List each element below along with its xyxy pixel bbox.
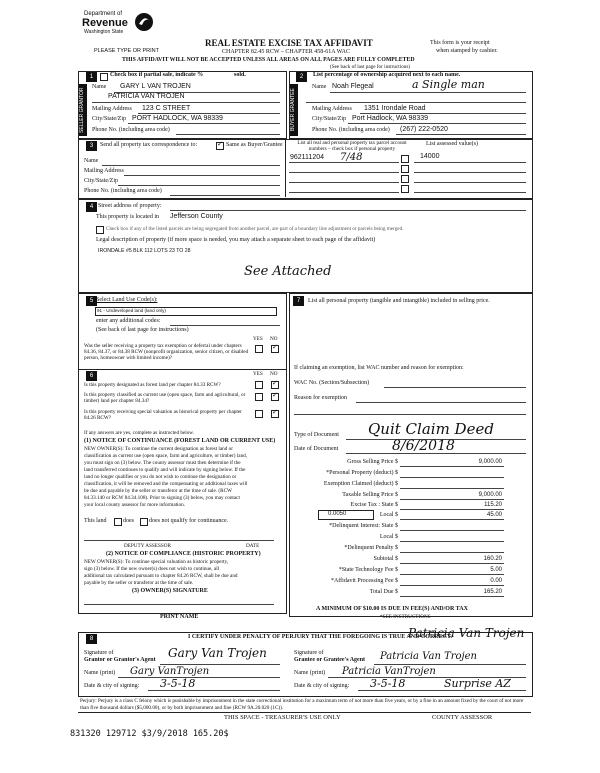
current-use-no-check: ✓ (272, 391, 278, 399)
section-8-badge: 8 (86, 634, 97, 644)
grantee-city: Surprise AZ (444, 677, 511, 690)
seller-city: PORT HADLOCK, WA 98339 (132, 115, 223, 122)
historic-no-check: ✓ (272, 408, 278, 416)
fee-label-penalty: *Delinquent Penalty $ (344, 545, 398, 551)
notice1-line-1: classification as current use (open space, farm and agriculture, or timber) land, (84, 453, 248, 459)
date-label: DATE (246, 543, 260, 549)
dor-logo (82, 11, 156, 45)
doc-date-handwritten: 8/6/2018 (392, 438, 455, 454)
this-land-label: This land (84, 518, 107, 524)
land-use-code: 91 - Undeveloped land (land only) (97, 308, 166, 313)
see-attached-handwritten: See Attached (244, 264, 332, 279)
correspondence-label: Send all property tax correspondence to: (100, 142, 198, 148)
fee-label-total: Total Due $ (369, 589, 398, 595)
s3-name-label: Name (84, 158, 99, 164)
wac-label: WAC No. (Section/Subsection) (294, 380, 370, 386)
notice1-line-4: land no longer qualifies or you do not wish to continue the designation or (84, 474, 237, 480)
personal-property-checkbox-1[interactable] (401, 155, 409, 163)
notice2-title: (2) NOTICE OF COMPLIANCE (HISTORIC PROPERTY) (106, 551, 261, 557)
s5-yes-header: YES (253, 336, 263, 342)
grantee-print-label: Name (print) (294, 670, 326, 676)
deputy-assessor-label: DEPUTY ASSESSOR (124, 543, 171, 549)
seller-name-label: Name (92, 84, 107, 90)
historic-question: Is this property receiving special valuation as historical property per chapter 84.26 RCW? (84, 409, 242, 421)
current-use-yes-checkbox[interactable] (255, 393, 263, 401)
fee-label-taxable: Taxable Selling Price $ (342, 492, 398, 498)
fee-value-processing: 0.00 (490, 578, 502, 584)
does-label: does (123, 518, 134, 524)
section-1-badge: 1 (86, 72, 97, 82)
buyer-city: Port Hadlock, WA 98339 (352, 115, 429, 122)
buyer-name-handwritten: a Single man (412, 78, 485, 91)
notice2-line-1: sign (3) below. If the new owner(s) does not wish to continue, all (84, 566, 220, 572)
buyer-city-label: City/State/Zip (312, 116, 346, 122)
s6-yes-header: YES (253, 371, 263, 377)
section-3-badge: 3 (86, 141, 97, 151)
assessed-header: List assessed value(s) (426, 141, 478, 147)
s5-no-header: NO (270, 336, 278, 342)
owner-signature-label: (3) OWNER(S) SIGNATURE (132, 588, 208, 594)
section-6-badge: 6 (86, 371, 97, 381)
fee-label-processing: *Affidavit Processing Fee $ (330, 578, 398, 584)
grantee-date: 3-5-18 (370, 677, 406, 690)
personal-property-label: List all personal property (tangible and intangible) included in selling price. (308, 298, 490, 304)
fee-label-subtotal: Subtotal $ (373, 556, 398, 562)
segregated-checkbox[interactable] (96, 226, 104, 234)
seller-city-label: City/State/Zip (92, 116, 126, 122)
section-2-badge: 2 (296, 72, 307, 82)
form-warning: THIS AFFIDAVIT WILL NOT BE ACCEPTED UNLESS ALL AREAS ON ALL PAGES ARE FULLY COMPLETED (122, 57, 415, 63)
form-title: REAL ESTATE EXCISE TAX AFFIDAVIT (205, 38, 373, 48)
forest-question: Is this property designated as forest land per chapter 84.33 RCW? (84, 382, 221, 388)
seller-phone-label: Phone No. (including area code) (92, 127, 170, 133)
fee-value-total: 165.20 (483, 589, 502, 595)
parcel-number: 962111204 (290, 154, 324, 161)
form-subtitle: CHAPTER 82.45 RCW – CHAPTER 458-61A WAC (222, 49, 350, 55)
assessed-value: 14000 (420, 153, 440, 160)
certify-signature: Patricia Van Trojen (408, 626, 525, 640)
minimum-note: A MINIMUM OF $10.00 IS DUE IN FEE(S) AND/OR TAX (316, 606, 468, 612)
does-checkbox[interactable] (114, 518, 122, 526)
seller-name-2: PATRICIA VAN TROJEN (108, 93, 185, 100)
grantee-sig-label-b: Grantee or Grantee's Agent (294, 657, 366, 663)
fee-label-excise-local: Local $ (379, 512, 398, 518)
logo-line1: Department of (84, 11, 123, 17)
see-instructions: *SEE INSTRUCTIONS (380, 614, 431, 620)
perjury-notice: Perjury: Perjury is a class C felony which is punishable by imprisonment in the state correctional institution for a maximum term of not more than five years, or by a fine in an amount fixed by the court of not more than five thousand dollars ($5,000.00), or by both imprisonment and fine (RCW 9A.20.020 (1C)). (80, 698, 524, 711)
grantor-date-label: Date & city of signing: (84, 683, 140, 689)
notice1-line-2: you must sign on (3) below. The county assessor must then determine if the (84, 460, 241, 466)
s3-phone-label: Phone No. (including area code) (84, 188, 162, 194)
certify-statement: I CERTIFY UNDER PENALTY OF PERJURY THAT THE FOREGOING IS TRUE AND CORRECT. (188, 634, 453, 640)
fee-value-excise-state: 115.20 (484, 502, 502, 508)
notice1-line-7: 84.33.140 or RCW 84.34.108). Prior to signing (3) below, you may contact (84, 495, 240, 501)
fee-label-personal: *Personal Property (deduct) $ (326, 470, 398, 476)
exemption-no-check: ✓ (272, 343, 278, 351)
grantor-print-label: Name (print) (84, 670, 116, 676)
exemption-yes-checkbox[interactable] (255, 345, 263, 353)
doc-date-label: Date of Document (294, 446, 339, 452)
notice1-line-3: land transferred continues to qualify and will indicate by signing below. If the (84, 467, 246, 473)
partial-sale-checkbox[interactable] (100, 73, 108, 81)
notice2-line-0: NEW OWNER(S): To continue special valuation as historic property, (84, 559, 229, 565)
print-name-label: PRINT NAME (160, 614, 199, 620)
buyer-phone: (267) 222-0520 (400, 126, 448, 133)
notice1-line-6: be due and payable by the seller or transferor at the time of sale. (RCW (84, 488, 232, 494)
s3-city-label: City/State/Zip (84, 178, 118, 184)
seller-mailing: 123 C STREET (142, 105, 191, 112)
doc-type-handwritten: Quit Claim Deed (368, 420, 494, 438)
personal-property-checkbox-4[interactable] (401, 185, 409, 193)
current-use-question: Is this property classified as current use (open space, farm and agricultural, or timber) land per chapter 84.34? (84, 392, 246, 404)
seller-name-1: GARY L VAN TROJEN (120, 83, 191, 90)
historic-yes-checkbox[interactable] (255, 410, 263, 418)
fee-value-excise-local: 45.00 (486, 512, 502, 518)
please-type: PLEASE TYPE OR PRINT (94, 48, 160, 54)
grantor-date: 3-5-18 (160, 677, 196, 690)
partial-sale-label: Check box if partial sale, indicate % (110, 72, 204, 78)
doc-type-label: Type of Document (294, 432, 339, 438)
fee-label-interest-local: Local $ (379, 534, 398, 540)
legal-description-label: Legal description of property (if more space is needed, you may attach a separate sheet to each page of the affidavit) (96, 237, 376, 243)
grantee-signature: Patricia Van Trojen (380, 651, 477, 662)
personal-property-checkbox-2[interactable] (401, 165, 409, 173)
seller-mailing-label: Mailing Address (92, 106, 132, 112)
additional-codes-label: enter any additional codes: (96, 318, 161, 324)
s3-mailing-label: Mailing Address (84, 168, 124, 174)
seller-side-label: SELLER GRANTOR (79, 84, 87, 136)
fee-label-gross: Gross Selling Price $ (347, 459, 398, 465)
local-rate: 0.0050 (328, 511, 347, 517)
treasurer-use-only: THIS SPACE - TREASURER'S USE ONLY (224, 714, 341, 721)
county: Jefferson County (170, 213, 223, 220)
section-4-badge: 4 (86, 202, 97, 212)
fee-value-gross: 9,000.00 (478, 459, 502, 465)
notice2-line-2: additional tax calculated pursuant to chapter 84.26 RCW, shall be due and (84, 573, 238, 579)
land-use-label: Select Land Use Code(s): (96, 297, 158, 303)
logo-line3: Washington State (84, 29, 124, 35)
parcel-handwritten: 7/48 (340, 152, 363, 163)
buyer-mailing: 1351 Irondale Road (364, 105, 426, 112)
segregated-label: Check box if any of the listed parcels are being segregated from another parcel, are part of a boundary line adjustment or parcels being merged. (106, 226, 404, 232)
s6-no-header: NO (270, 371, 278, 377)
section-7-badge: 7 (293, 296, 304, 306)
grantee-print-name: Patricia VanTrojen (342, 666, 436, 677)
buyer-mailing-label: Mailing Address (312, 106, 352, 112)
see-back-note: (See back of last page for instructions) (330, 64, 411, 70)
sold-label: sold. (234, 72, 246, 78)
exemption-question: Was the seller receiving a property tax exemption or deferral under chapters 84.36, 84.37, or 84.38 RCW (nonprofit organization, senior citizen, or disabled person, homeowner with limited income)? (84, 343, 249, 361)
buyer-side-label: BUYER GRANTEE (290, 84, 298, 136)
fee-label-exemption: Exemption Claimed (deduct) $ (323, 481, 398, 487)
fee-value-subtotal: 160.20 (483, 556, 502, 562)
logo-swoosh-icon (134, 12, 154, 32)
notice1-title: (1) NOTICE OF CONTINUANCE (FOREST LAND OR CURRENT USE) (84, 438, 276, 444)
buyer-phone-label: Phone No. (including area code) (312, 127, 390, 133)
fee-label-technology: *State Technology Fee $ (338, 567, 398, 573)
receipt-note: This form is your receipt (430, 40, 490, 46)
fee-value-taxable: 9,000.00 (478, 492, 502, 498)
fee-label-interest-state: *Delinquent Interest: State $ (329, 523, 398, 529)
notice1-line-0: NEW OWNER(S): To continue the current designation as forest land or (84, 446, 233, 452)
notice1-line-5: classification, it will be removed and the compensating or additional taxes will (84, 481, 248, 487)
exemption-note: If claiming an exemption, list WAC number and reason for exemption: (294, 365, 464, 371)
located-label: This property is located in (96, 214, 159, 220)
same-as-buyer-label: Same as Buyer/Grantee (226, 142, 283, 148)
street-address-label: Street address of property: (98, 203, 162, 209)
fee-table (294, 457, 526, 605)
legal-description: IRONDALE #5 BLK 112 LOTS 23 TO 28 (98, 248, 191, 254)
county-assessor-label: COUNTY ASSESSOR (432, 714, 493, 721)
personal-property-checkbox-3[interactable] (401, 175, 409, 183)
does-not-checkbox[interactable] (140, 518, 148, 526)
pct-ownership-label: List percentage of ownership acquired next to each name. (313, 72, 461, 78)
forest-no-check: ✓ (272, 379, 278, 387)
buyer-name: Noah Flegeal (332, 83, 374, 90)
notice1-line-8: your local county assessor for more information. (84, 502, 185, 508)
forest-yes-checkbox[interactable] (255, 381, 263, 389)
fee-value-technology: 5.00 (490, 567, 502, 573)
grantee-sig-label-a: Signature of (294, 650, 324, 656)
buyer-name-label: Name (312, 84, 327, 90)
same-as-buyer-check: ✓ (217, 140, 223, 148)
does-not-label: does not qualify for continuance. (149, 518, 229, 524)
logo-line2: Revenue (82, 17, 128, 29)
fee-label-excise-state: Excise Tax : State $ (350, 502, 398, 508)
grantor-print-name: Gary VanTrojen (130, 666, 210, 677)
notice2-line-3: payable by the seller or transferor at the time of sale. (84, 580, 194, 586)
grantor-sig-label-b: Grantor or Grantor's Agent (84, 657, 156, 663)
parcel-header: List all real and personal property tax parcel account numbers – check box if personal property (297, 140, 407, 152)
grantor-signature: Gary Van Trojen (168, 646, 267, 660)
grantee-date-label: Date & city of signing: (294, 683, 350, 689)
if-yes-note: If any answers are yes, complete as instructed below. (84, 430, 195, 436)
receipt-stamp: 831320 129712 $3/9/2018 165.20$ (70, 729, 229, 739)
receipt-note-2: when stamped by cashier. (436, 48, 498, 54)
grantor-sig-label-a: Signature of (84, 650, 114, 656)
s5-see-back: (See back of last page for instructions) (96, 327, 189, 333)
section-5-badge: 5 (86, 296, 97, 306)
reason-label: Reason for exemption (294, 395, 347, 401)
